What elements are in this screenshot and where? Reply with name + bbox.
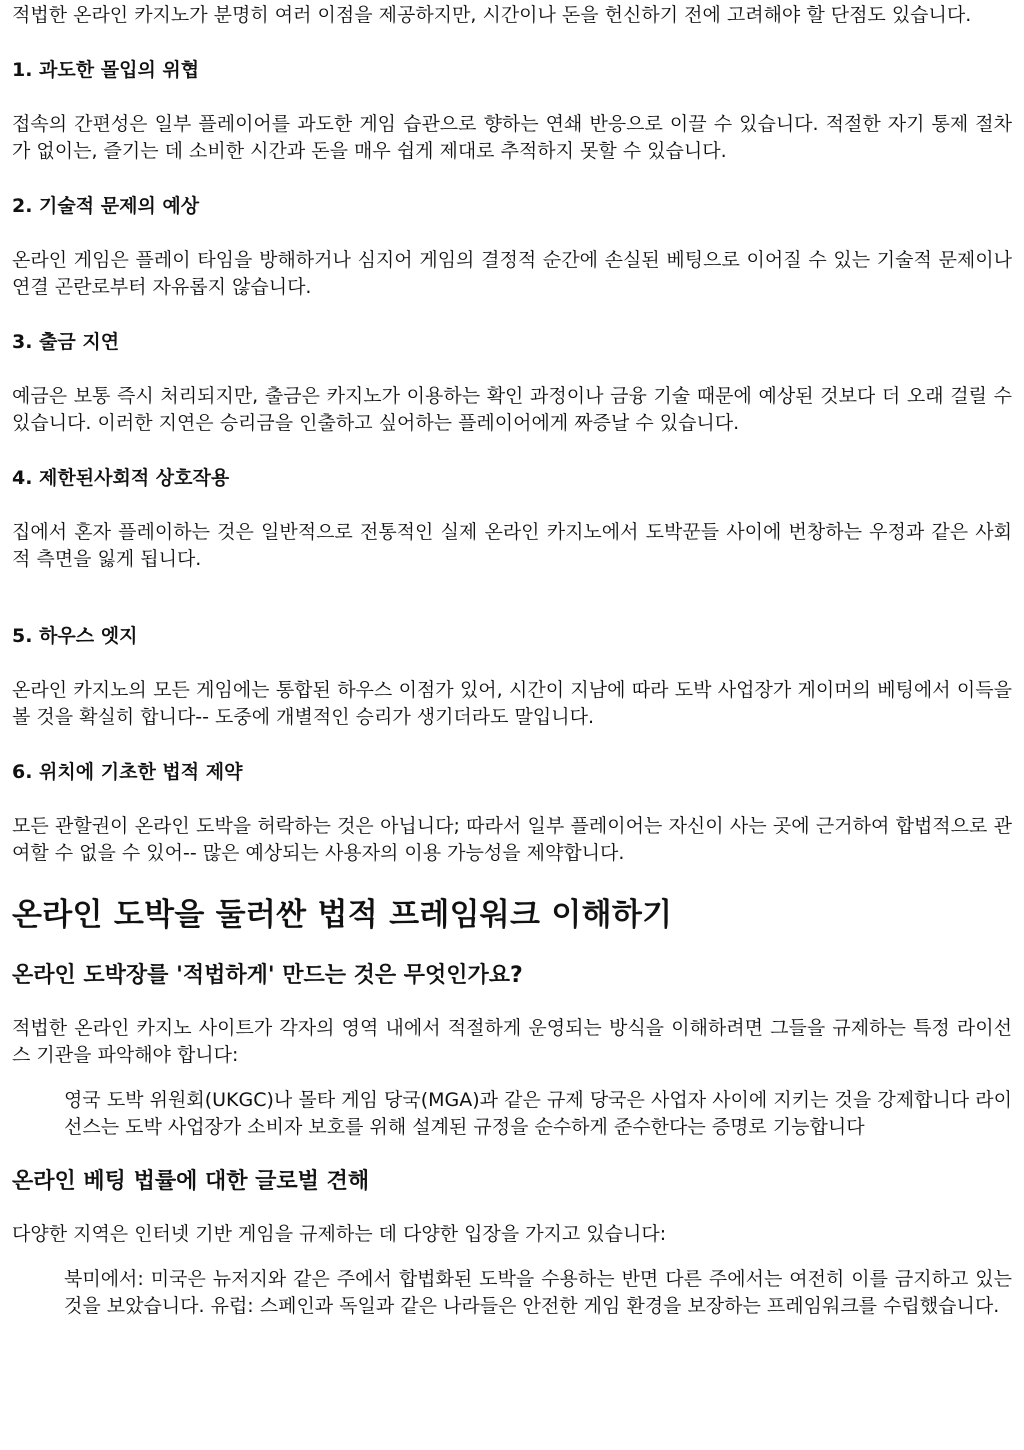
- drawback-text: 예금은 보통 즉시 처리되지만, 출금은 카지노가 이용하는 확인 과정이나 금융 기술 때문에 예상된 것보다 더 오래 걸릴 수 있습니다. 이러한 지연은 승리금을 인출하고 싶어하는 플레이어에게 짜증날 수 있습니다.: [12, 385, 1012, 434]
- section-heading: 온라인 도박장를 '적법하게' 만드는 것은 무엇인가요?: [12, 963, 523, 988]
- section-text: 다양한 지역은 인터넷 기반 게임을 규제하는 데 다양한 입장을 가지고 있습니다:: [12, 1223, 667, 1245]
- blockquote-text: 영국 도박 위원회(UKGC)나 몰타 게임 당국(MGA)과 같은 규제 당국은 사업자 사이에 지키는 것을 강제합니다 라이선스는 도박 사업장가 소비자 보호를 위해 설계된 규정을 순수하게 준수한다는 증명로 기능합니다: [64, 1089, 1012, 1138]
- drawback-text: 집에서 혼자 플레이하는 것은 일반적으로 전통적인 실제 온라인 카지노에서 도박꾼들 사이에 번창하는 우정과 같은 사회적 측면을 잃게 됩니다.: [12, 521, 1012, 570]
- blockquote-text: 북미에서: 미국은 뉴저지와 같은 주에서 합법화된 도박을 수용하는 반면 다른 주에서는 여전히 이를 금지하고 있는 것을 보았습니다. 유럽: 스페인과 독일과 같은 나라들은 안전한 게임 환경을 보장하는 프레임워크를 수립했습니다.: [64, 1268, 1012, 1317]
- blockquote: [64, 1266, 1012, 1320]
- drawback-heading: 5. 하우스 엣지: [12, 625, 138, 647]
- drawback-section-2: [12, 193, 1012, 301]
- what-makes-legal-section: [12, 961, 1012, 1141]
- drawback-section-1: [12, 57, 1012, 165]
- drawback-text: 온라인 게임은 플레이 타임을 방해하거나 심지어 게임의 결정적 순간에 손실된 베팅으로 이어질 수 있는 기술적 문제이나 연결 곤란로부터 자유롭지 않습니다.: [12, 249, 1012, 298]
- legal-framework-title: 온라인 도박을 둘러싼 법적 프레임워크 이해하기: [12, 897, 673, 933]
- drawback-heading: 4. 제한된사회적 상호작용: [12, 467, 230, 489]
- global-view-section: [12, 1167, 1012, 1320]
- drawback-text: 온라인 카지노의 모든 게임에는 통합된 하우스 이점가 있어, 시간이 지남에 따라 도박 사업장가 게이머의 베팅에서 이득을 볼 것을 확실히 합니다-- 도중에 개별적인 승리가 생기더라도 말입니다.: [12, 679, 1012, 728]
- blockquote: [64, 1087, 1012, 1141]
- drawback-section-4: [12, 465, 1012, 573]
- drawback-section-3: [12, 329, 1012, 437]
- drawback-heading: 3. 출금 지연: [12, 331, 120, 353]
- drawback-text: 접속의 간편성은 일부 플레이어를 과도한 게임 습관으로 향하는 연쇄 반응으로 이끌 수 있습니다. 적절한 자기 통제 절차가 없이는, 즐기는 데 소비한 시간과 돈을 매우 쉽게 제대로 추적하지 못할 수 있습니다.: [12, 113, 1012, 162]
- drawback-heading: 6. 위치에 기초한 법적 제약: [12, 761, 243, 783]
- article: [0, 2, 1024, 1320]
- section-heading: 온라인 베팅 법률에 대한 글로벌 견해: [12, 1169, 370, 1194]
- intro-paragraph: 적법한 온라인 카지노가 분명히 여러 이점을 제공하지만, 시간이나 돈을 헌신하기 전에 고려해야 할 단점도 있습니다.: [12, 4, 972, 26]
- drawback-heading: 1. 과도한 몰입의 위협: [12, 59, 200, 81]
- section-text: 적법한 온라인 카지노 사이트가 각자의 영역 내에서 적절하게 운영되는 방식을 이해하려면 그들을 규제하는 특정 라이선스 기관을 파악해야 합니다:: [12, 1017, 1012, 1066]
- drawback-text: 모든 관할권이 온라인 도박을 허락하는 것은 아닙니다; 따라서 일부 플레이어는 자신이 사는 곳에 근거하여 합법적으로 관여할 수 없을 수 있어-- 많은 예상되는 사용자의 이용 가능성을 제약합니다.: [12, 815, 1012, 864]
- drawback-section-6: [12, 759, 1012, 867]
- drawback-heading: 2. 기술적 문제의 예상: [12, 195, 200, 217]
- drawback-section-5: [12, 623, 1012, 731]
